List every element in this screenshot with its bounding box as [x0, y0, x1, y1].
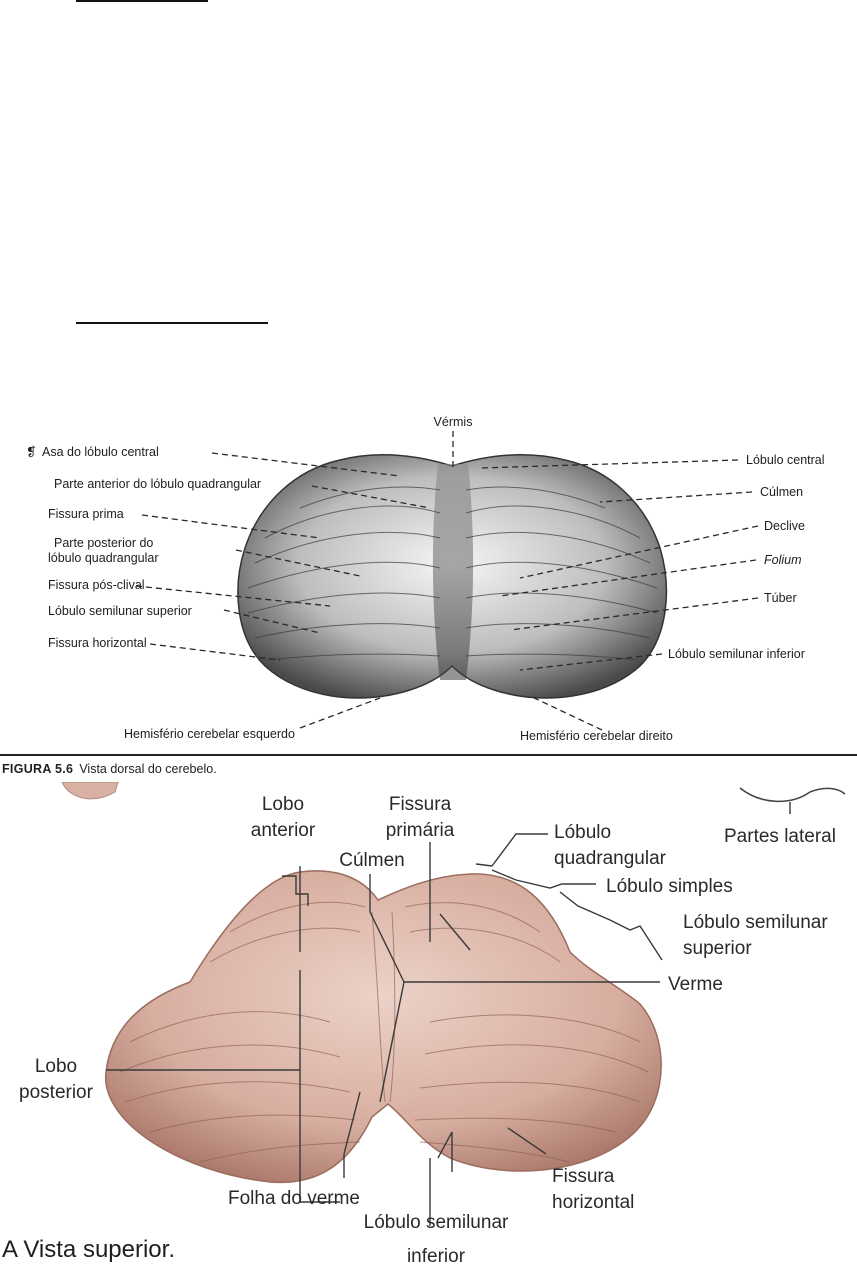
- label-fissura-prima: Fissura prima: [48, 507, 124, 521]
- label-parte-anterior: Parte anterior do lóbulo quadrangular: [54, 477, 262, 491]
- blank-line-2: [76, 322, 268, 324]
- caption-text: Vista dorsal do cerebelo.: [79, 762, 217, 776]
- label-hemisferio-direito: Hemisfério cerebelar direito: [520, 729, 673, 743]
- label-lobo-posterior-line2: posterior: [19, 1082, 93, 1103]
- label-partes-laterais: Partes lateral: [724, 826, 836, 847]
- cerebellum-illustration-gray: [238, 455, 666, 698]
- label-lobulo-semilunar-superior-line1: Lóbulo semilunar: [683, 912, 828, 933]
- label-parte-posterior-line1: Parte posterior do: [54, 536, 154, 550]
- label-tuber: Túber: [764, 591, 797, 605]
- label-fissura-primaria-line1: Fissura: [388, 794, 452, 815]
- caption-figure-number: FIGURA 5.6: [2, 762, 74, 776]
- label-lobulo-semilunar-inferior-line1: Lóbulo semilunar: [363, 1212, 509, 1232]
- label-declive: Declive: [764, 519, 805, 533]
- label-folha-do-verme: Folha do verme: [227, 1188, 361, 1209]
- label-lobulo-semilunar-inferior-line2: inferior: [406, 1246, 466, 1267]
- label-fissura-primaria-line2: primária: [385, 820, 455, 841]
- label-fissura-horizontal: Fissura horizontal: [48, 636, 147, 650]
- label-asa-lobulo-central: Asa do lóbulo central: [42, 445, 159, 459]
- label-parte-posterior-line2: lóbulo quadrangular: [48, 551, 159, 565]
- label-lobo-anterior-line2: anterior: [250, 820, 316, 841]
- label-culmen: Cúlmen: [760, 485, 804, 499]
- label-hemisferio-esquerdo: Hemisfério cerebelar esquerdo: [124, 727, 295, 741]
- label-lobulo-simples: Lóbulo simples: [606, 876, 733, 897]
- label-vermis: Vérmis: [433, 415, 473, 429]
- label-lobulo-central: Lóbulo central: [746, 453, 825, 467]
- label-lobulo-quadrangular-line2: quadrangular: [554, 848, 666, 869]
- blank-line-1: [76, 0, 208, 2]
- label-fissura-horizontal-line2: horizontal: [552, 1192, 635, 1213]
- label-lobo-anterior-line1: Lobo: [261, 794, 305, 815]
- label-fissura-horizontal-line1: Fissura: [552, 1166, 615, 1187]
- label-lobulo-semilunar-superior-line2: superior: [683, 938, 752, 959]
- label-verme: Verme: [668, 974, 723, 995]
- label-lobulo-semilunar-inferior: Lóbulo semilunar inferior: [668, 647, 805, 661]
- label-asa-lobulo-central-mark: ❡: [26, 445, 37, 459]
- label-lobo-posterior-line1: Lobo: [34, 1056, 78, 1077]
- figure-cerebellum-dorsal: [0, 398, 857, 758]
- label-lobulo-quadrangular-line1: Lóbulo: [554, 822, 612, 843]
- panel-title: A Vista superior.: [2, 1236, 175, 1263]
- label-folium: Folium: [764, 553, 802, 567]
- label-lobulo-semilunar-superior: Lóbulo semilunar superior: [48, 604, 192, 618]
- label-fissura-pos-clival: Fissura pós-clival: [48, 578, 145, 592]
- figure-caption: [2, 762, 217, 776]
- figure-cerebellum-superior: [0, 782, 857, 1232]
- label-culmen: Cúlmen: [339, 850, 405, 871]
